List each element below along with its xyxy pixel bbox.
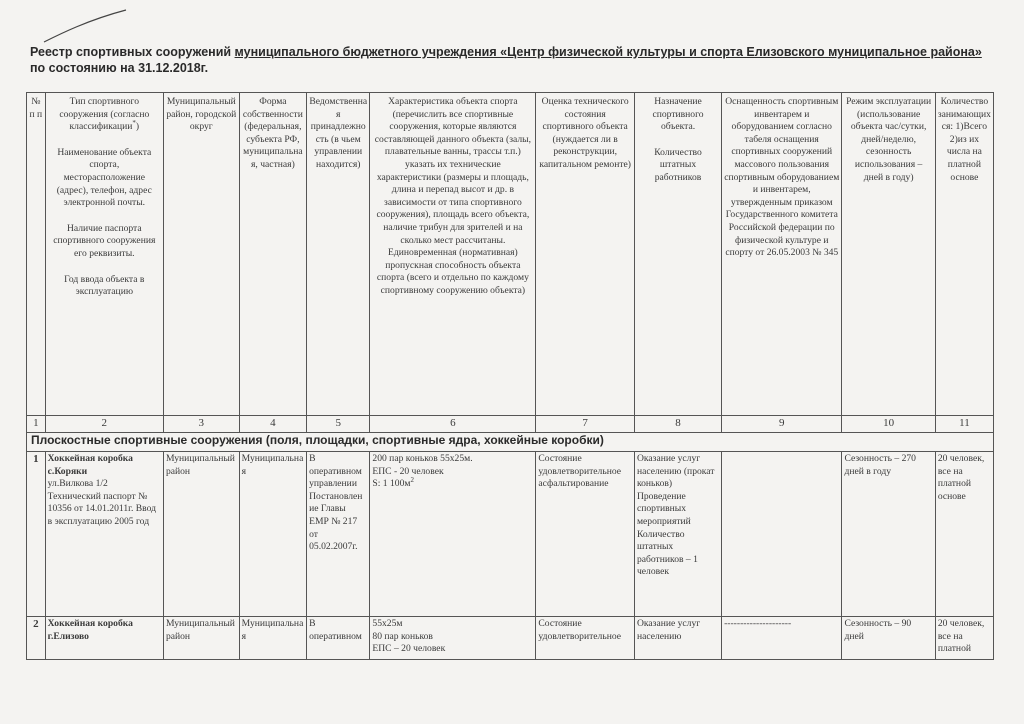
mode-cell: Сезонность – 90 дней: [842, 617, 935, 660]
column-number: 5: [307, 416, 370, 433]
object-name: Хоккейная коробка г.Елизово: [47, 618, 133, 642]
row-number: 2: [27, 617, 46, 660]
section-title: Плоскостные спортивные сооружения (поля, площадки, спортивные ядра, хоккейные коробки): [27, 433, 994, 452]
column-number: 11: [935, 416, 993, 433]
header-cell-number: № п п: [27, 93, 46, 416]
purpose-cell: Оказание услуг населению: [634, 617, 721, 660]
header-cell-people: Количество занимающихся: 1)Всего 2)из их числа на платной основе: [935, 93, 993, 416]
header-cell-condition: Оценка технического состояния спортивного объекта (нуждается ли в реконструкции, капитальном ремонте): [536, 93, 635, 416]
column-number: 9: [722, 416, 842, 433]
title-institution: муниципального бюджетного учреждения «Центр физической культуры и спорта Елизовского муниципальное района»: [234, 45, 982, 59]
object-name: Хоккейная коробка с.Коряки: [47, 453, 133, 477]
district-cell: Муниципальный район: [163, 452, 239, 617]
mode-cell: Сезонность – 270 дней в году: [842, 452, 935, 617]
section-row: [27, 433, 994, 452]
column-number: 2: [45, 416, 163, 433]
object-details: ул.Вилкова 1/2 Технический паспорт № 10356 от 14.01.2011г. Ввод в эксплуатацию 2005 год: [47, 478, 157, 527]
object-cell: [45, 617, 163, 660]
header-cell-ownership: Форма собственности (федеральная, субъекта РФ, муниципальная, частная): [239, 93, 306, 416]
people-cell: 20 человек, все на платной: [935, 617, 993, 660]
district-cell: Муниципальный район: [163, 617, 239, 660]
condition-cell: Состояние удовлетворительное асфальтирование: [536, 452, 635, 617]
ownership-cell: Муниципальная: [239, 452, 306, 617]
table-row: [27, 617, 994, 660]
department-cell: В оперативном управлении Постановление Главы ЕМР № 217 от 05.02.2007г.: [307, 452, 370, 617]
people-cell: 20 человек, все на платной основе: [935, 452, 993, 617]
title-prefix: Реестр спортивных сооружений: [30, 45, 235, 59]
header-cell-mode: Режим эксплуатации (использование объекта час/сутки, дней/неделю, сезонность использования – дней в году): [842, 93, 935, 416]
ownership-cell: Муниципальная: [239, 617, 306, 660]
characteristics-cell: 55х25м 80 пар коньков ЕПС – 20 человек: [370, 617, 536, 660]
header-cell-purpose: Назначение спортивного объекта. Количество штатных работников: [634, 93, 721, 416]
column-number-row: [27, 416, 994, 433]
equipment-cell: ---------------------: [722, 617, 842, 660]
header-cell-characteristics: Характеристика объекта спорта (перечислить все спортивные сооружения, которые являются составляющей данного объекта (залы, плавательные ванны, трассы т.п.) указать их технические характеристики (размеры и площадь, длина и перепад высот и др. в зависимости от типа спортивного сооружения), площадь всего объекта, наличие трибун для зрителей и на сколько мест рассчитаны. Единовременная (нормативная) пропускная способность объекта спорта (всего и отдельно по каждому спортивному сооружению объекта): [370, 93, 536, 416]
column-number: 1: [27, 416, 46, 433]
department-cell: В оперативном: [307, 617, 370, 660]
pen-mark-icon: [40, 8, 130, 48]
header-row: [27, 93, 994, 416]
column-number: 3: [163, 416, 239, 433]
condition-cell: Состояние удовлетворительное: [536, 617, 635, 660]
column-number: 10: [842, 416, 935, 433]
purpose-cell: Оказание услуг населению (прокат коньков) Проведение спортивных мероприятий Количество штатных работников – 1 человек: [634, 452, 721, 617]
registry-table: [26, 92, 994, 660]
characteristics-cell: 200 пар коньков 55х25м. ЕПС - 20 человек S: 1 $100м^2$: [370, 452, 536, 617]
header-cell-district: Муниципальный район, городской округ: [163, 93, 239, 416]
header-cell-type: Тип спортивного сооружения (согласно классификации*) Наименование объекта спорта, месторасположение (адрес), телефон, адрес электронной почты. Наличие паспорта спортивного сооружения его реквизиты. Год ввода объекта в эксплуатацию: [45, 93, 163, 416]
column-number: 8: [634, 416, 721, 433]
row-number: 1: [27, 452, 46, 617]
header-cell-department: Ведомственная принадлежность (в чьем управлении находится): [307, 93, 370, 416]
document-title: [30, 44, 1000, 76]
object-cell: [45, 452, 163, 617]
title-date: по состоянию на 31.12.2018г.: [30, 61, 209, 75]
column-number: 7: [536, 416, 635, 433]
equipment-cell: [722, 452, 842, 617]
column-number: 6: [370, 416, 536, 433]
header-cell-equipment: Оснащенность спортивным инвентарем и оборудованием согласно табеля оснащения спортивных сооружений массового пользования спортивным оборудованием и инвентарем, утвержденным приказом Государственного комитета Российской федерации по физической культуре и спорту от 26.05.2003 № 345: [722, 93, 842, 416]
column-number: 4: [239, 416, 306, 433]
table-row: [27, 452, 994, 617]
